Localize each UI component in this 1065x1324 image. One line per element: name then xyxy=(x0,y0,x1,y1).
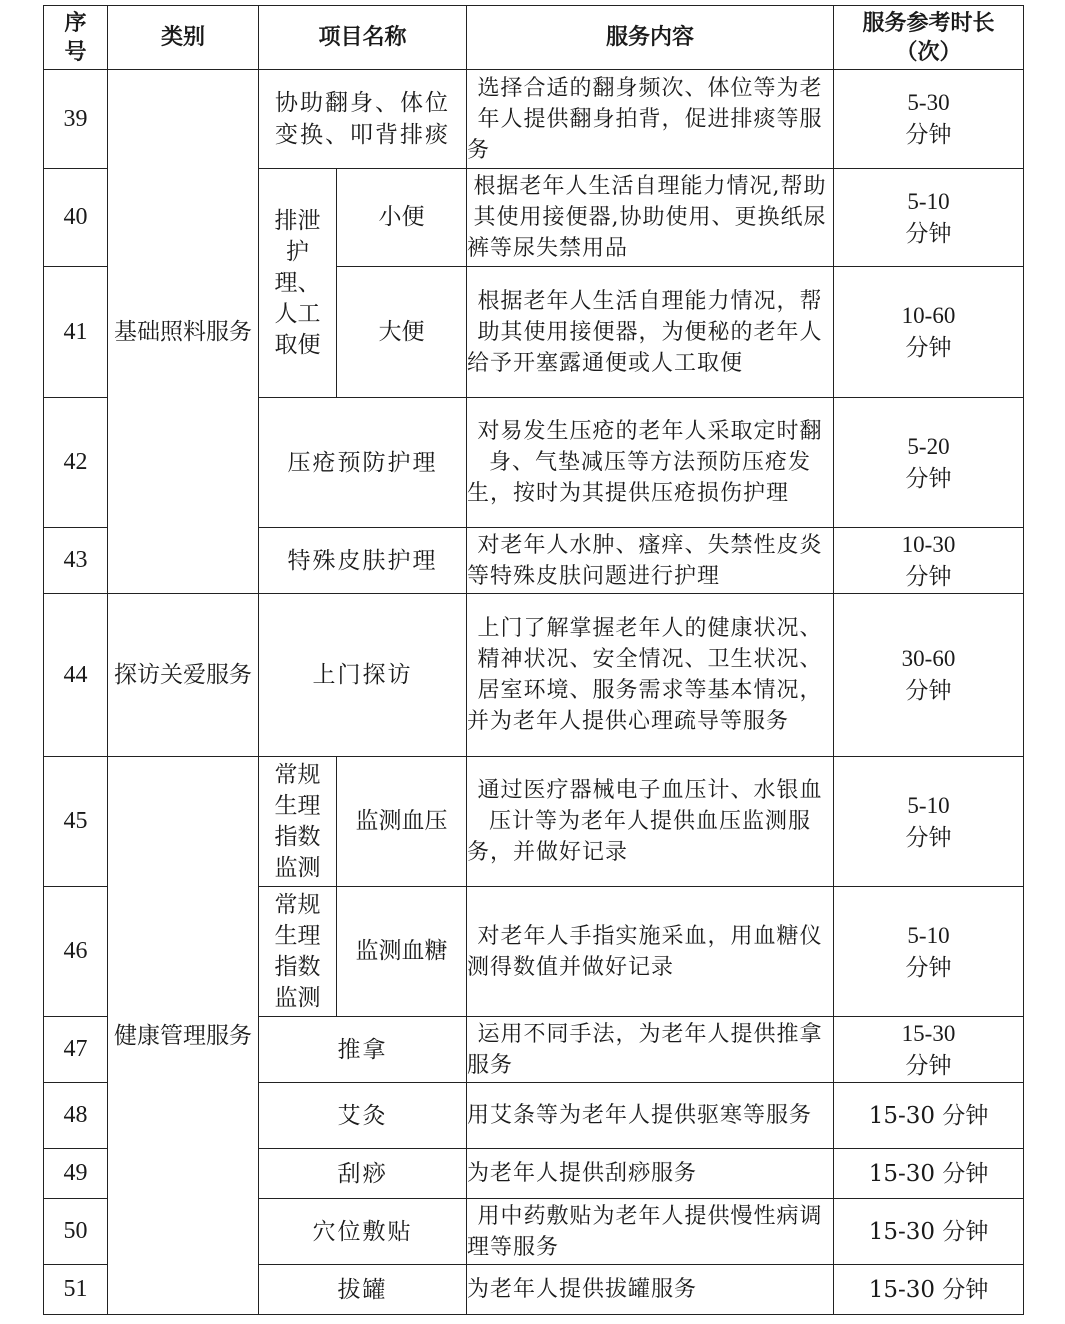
item-name: 艾灸 xyxy=(259,1083,467,1149)
item-name: 监测血压 xyxy=(337,757,467,887)
category-cell: 探访关爱服务 xyxy=(108,594,259,757)
duration: 5-10 分钟 xyxy=(834,887,1024,1017)
service-content: 对易发生压疮的老年人采取定时翻身、气垫减压等方法预防压疮发生，按时为其提供压疮损伤护理 xyxy=(467,398,834,528)
header-row xyxy=(44,6,1024,70)
row-number: 49 xyxy=(44,1149,108,1199)
item-name: 小便 xyxy=(337,169,467,267)
category-cell: 健康管理服务 xyxy=(108,757,259,1315)
duration: 10-60 分钟 xyxy=(834,267,1024,398)
duration: 15-30 分钟 xyxy=(834,1017,1024,1083)
duration: 5-10 分钟 xyxy=(834,757,1024,887)
header-content: 服务内容 xyxy=(467,6,834,70)
duration: 10-30 分钟 xyxy=(834,528,1024,594)
item-group: 排泄护理、人工取便 xyxy=(259,169,337,398)
row-number: 43 xyxy=(44,528,108,594)
row-number: 44 xyxy=(44,594,108,757)
service-content: 运用不同手法，为老年人提供推拿服务 xyxy=(467,1017,834,1083)
item-name: 刮痧 xyxy=(259,1149,467,1199)
service-content: 对老年人水肿、瘙痒、失禁性皮炎等特殊皮肤问题进行护理 xyxy=(467,528,834,594)
header-category: 类别 xyxy=(108,6,259,70)
row-number: 45 xyxy=(44,757,108,887)
service-content: 为老年人提供拔罐服务 xyxy=(467,1265,834,1315)
item-name: 协助翻身、体位变换、叩背排痰 xyxy=(259,70,467,169)
service-content: 为老年人提供刮痧服务 xyxy=(467,1149,834,1199)
row-number: 51 xyxy=(44,1265,108,1315)
duration: 5-10 分钟 xyxy=(834,169,1024,267)
category-cell: 基础照料服务 xyxy=(108,70,259,594)
service-content: 对老年人手指实施采血，用血糖仪测得数值并做好记录 xyxy=(467,887,834,1017)
table-row xyxy=(44,70,1024,169)
service-content: 选择合适的翻身频次、体位等为老年人提供翻身拍背，促进排痰等服务 xyxy=(467,70,834,169)
row-number: 39 xyxy=(44,70,108,169)
row-number: 41 xyxy=(44,267,108,398)
duration: 5-20 分钟 xyxy=(834,398,1024,528)
row-number: 47 xyxy=(44,1017,108,1083)
item-name: 拔罐 xyxy=(259,1265,467,1315)
table-row xyxy=(44,757,1024,887)
row-number: 42 xyxy=(44,398,108,528)
duration: 15-30 分钟 xyxy=(834,1199,1024,1265)
row-number: 48 xyxy=(44,1083,108,1149)
item-name: 推拿 xyxy=(259,1017,467,1083)
item-name: 监测血糖 xyxy=(337,887,467,1017)
duration: 5-30 分钟 xyxy=(834,70,1024,169)
header-duration: 服务参考时长 （次） xyxy=(834,6,1024,70)
service-content: 根据老年人生活自理能力情况,帮助其使用接便器,协助使用、更换纸尿裤等尿失禁用品 xyxy=(467,169,834,267)
service-content: 用艾条等为老年人提供驱寒等服务 xyxy=(467,1083,834,1149)
item-name: 上门探访 xyxy=(259,594,467,757)
item-name: 特殊皮肤护理 xyxy=(259,528,467,594)
duration: 15-30 分钟 xyxy=(834,1149,1024,1199)
row-number: 50 xyxy=(44,1199,108,1265)
item-group: 常规生理指数监测 xyxy=(259,887,337,1017)
item-name: 穴位敷贴 xyxy=(259,1199,467,1265)
header-item: 项目名称 xyxy=(259,6,467,70)
duration: 15-30 分钟 xyxy=(834,1265,1024,1315)
duration: 30-60 分钟 xyxy=(834,594,1024,757)
service-table xyxy=(43,5,1024,1315)
header-index: 序号 xyxy=(44,6,108,70)
service-content: 上门了解掌握老年人的健康状况、精神状况、安全情况、卫生状况、居室环境、服务需求等基本情况，并为老年人提供心理疏导等服务 xyxy=(467,594,834,757)
item-name: 大便 xyxy=(337,267,467,398)
table-row xyxy=(44,594,1024,757)
duration: 15-30 分钟 xyxy=(834,1083,1024,1149)
item-group: 常规生理指数监测 xyxy=(259,757,337,887)
service-content: 用中药敷贴为老年人提供慢性病调理等服务 xyxy=(467,1199,834,1265)
item-name: 压疮预防护理 xyxy=(259,398,467,528)
service-content: 通过医疗器械电子血压计、水银血压计等为老年人提供血压监测服务，并做好记录 xyxy=(467,757,834,887)
service-table-page xyxy=(43,5,1024,1315)
row-number: 46 xyxy=(44,887,108,1017)
row-number: 40 xyxy=(44,169,108,267)
service-content: 根据老年人生活自理能力情况，帮助其使用接便器，为便秘的老年人给予开塞露通便或人工取便 xyxy=(467,267,834,398)
